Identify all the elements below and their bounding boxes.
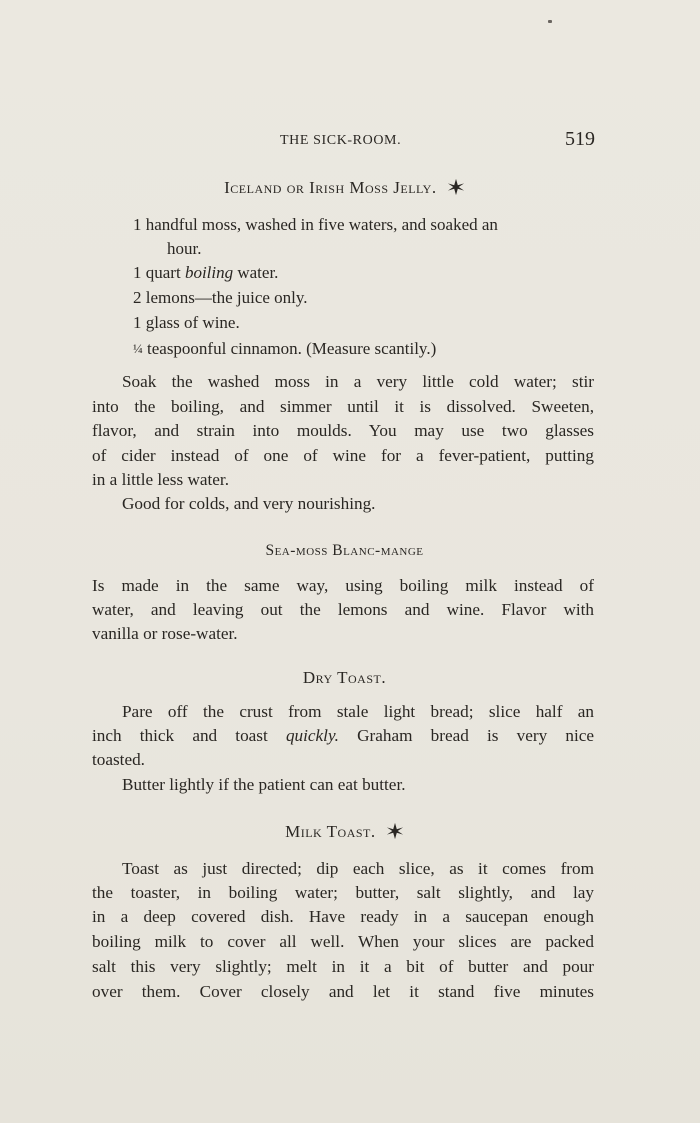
ingredient-line: 1 glass of wine. <box>133 313 240 332</box>
body-line: water, and leaving out the lemons and wine. Flavor with <box>92 600 594 619</box>
recipe-title-text: Iceland or Irish Moss Jelly. <box>224 178 437 197</box>
body-line: Is made in the same way, using boiling milk instead of <box>92 576 594 595</box>
ink-speck <box>548 20 552 23</box>
maltese-cross-icon <box>386 822 404 840</box>
running-head <box>92 128 597 154</box>
body-line: toasted. <box>92 750 145 769</box>
body-line: boiling milk to cover all well. When your slices are packed <box>92 932 594 951</box>
body-line: Good for colds, and very nourishing. <box>122 494 376 513</box>
recipe-title-text: Sea-moss Blanc-mange <box>265 542 424 559</box>
body-line: vanilla or rose-water. <box>92 624 238 643</box>
body-line: of cider instead of one of wine for a fever-patient, putting <box>92 446 594 465</box>
recipe-title-text: Dry Toast. <box>302 668 387 687</box>
ingredient-emphasis: boiling <box>184 263 234 282</box>
maltese-cross-icon <box>447 178 465 196</box>
ingredient-line <box>133 263 278 283</box>
body-line: over them. Cover closely and let it stand five minutes <box>92 982 594 1001</box>
body-text: inch thick and toast <box>92 726 286 745</box>
body-line: Soak the washed moss in a very little cold water; stir <box>122 372 594 391</box>
body-line: Pare off the crust from stale light bread; slice half an <box>122 702 594 721</box>
body-line: in a little less water. <box>92 470 229 489</box>
body-line: flavor, and strain into moulds. You may use two glasses <box>92 421 594 440</box>
running-title: THE SICK-ROOM. <box>280 133 402 148</box>
recipe-title <box>92 668 597 688</box>
ingredient-text: 1 quart <box>133 263 185 282</box>
fraction: ¼ <box>133 341 143 356</box>
recipe-title <box>92 822 597 842</box>
body-line <box>92 726 594 746</box>
body-emphasis: quickly. <box>285 726 339 745</box>
body-text: Graham bread is very nice <box>338 726 594 745</box>
body-line: the toaster, in boiling water; butter, salt slightly, and lay <box>92 883 594 902</box>
ingredient-line: hour. <box>167 239 202 258</box>
ingredient-line: 1 handful moss, washed in five waters, and soaked an <box>133 215 498 234</box>
recipe-title <box>92 542 597 560</box>
ingredient-line <box>133 339 436 359</box>
body-line: salt this very slightly; melt in it a bit of butter and pour <box>92 957 594 976</box>
body-line: Butter lightly if the patient can eat butter. <box>122 775 406 794</box>
ingredient-text: water. <box>233 263 279 282</box>
page-number: 519 <box>565 128 595 150</box>
ingredient-text: teaspoonful cinnamon. (Measure scantily.) <box>142 339 437 358</box>
recipe-title-text: Milk Toast. <box>285 822 376 841</box>
body-line: Toast as just directed; dip each slice, as it comes from <box>122 859 594 878</box>
body-line: in a deep covered dish. Have ready in a saucepan enough <box>92 907 594 926</box>
ingredient-line: 2 lemons—the juice only. <box>133 288 308 307</box>
body-line: into the boiling, and simmer until it is dissolved. Sweeten, <box>92 397 594 416</box>
recipe-title <box>92 178 597 198</box>
